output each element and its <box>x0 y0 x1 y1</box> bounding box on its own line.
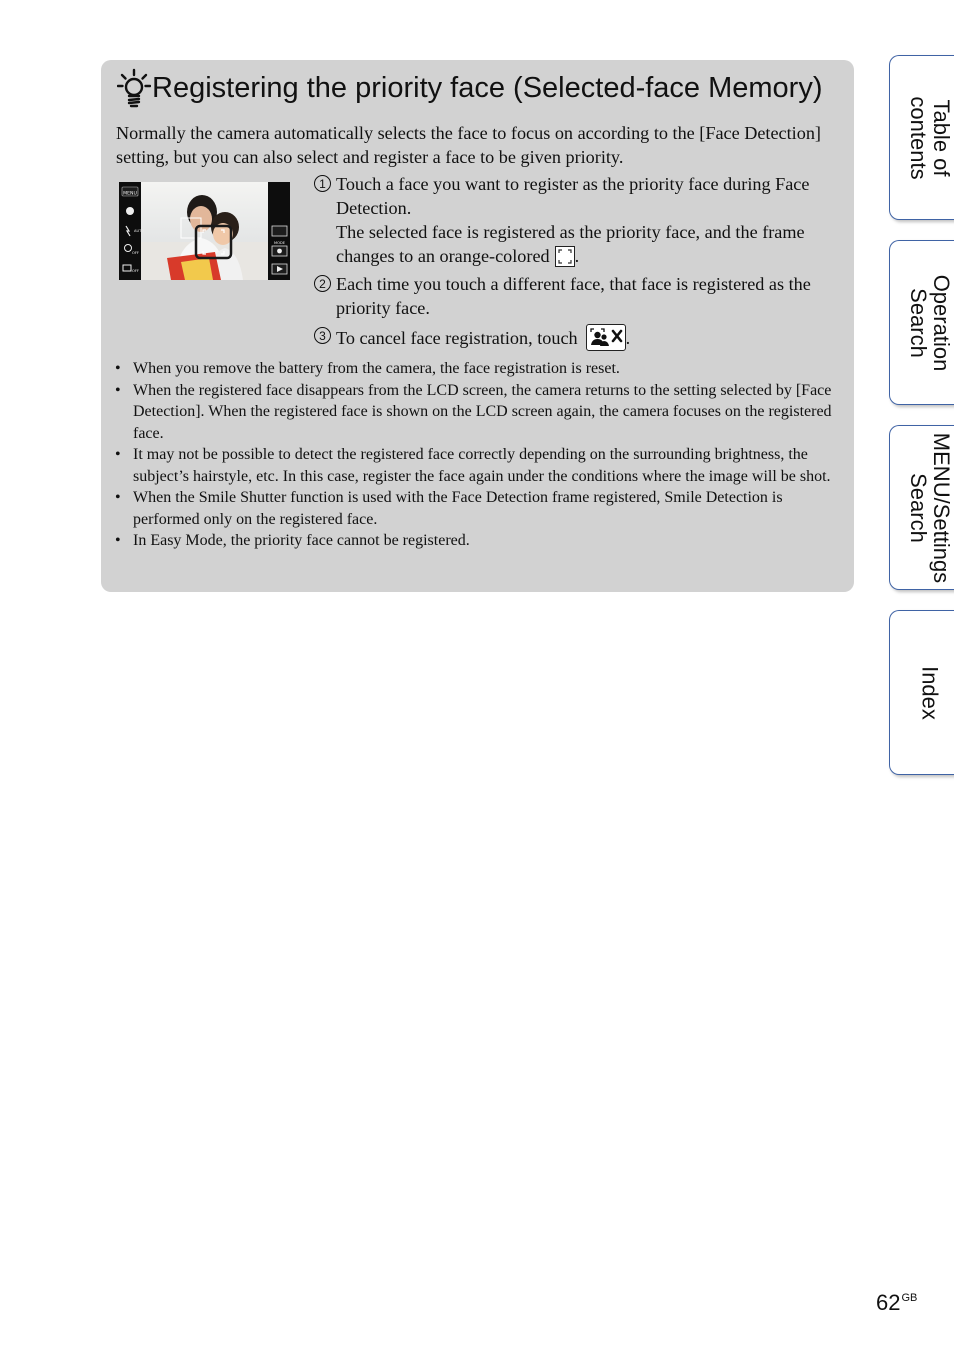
step-3-period: . <box>625 328 631 348</box>
tab-index[interactable] <box>889 610 954 775</box>
mode-label: MODE <box>274 241 285 245</box>
step-number: 2 <box>314 275 331 292</box>
cancel-face-registration-icon <box>586 324 626 351</box>
tab-label-text: MENU/Settings Search <box>905 432 954 583</box>
notes-list <box>115 358 837 552</box>
camera-lcd-screenshot <box>119 182 290 280</box>
step-1 <box>314 172 834 268</box>
step-2-text: Each time you touch a different face, that face is registered as the priority face. <box>336 274 811 318</box>
self-timer-off-label: OFF <box>132 251 139 255</box>
tab-label <box>907 274 953 371</box>
step-3 <box>314 324 834 351</box>
step-2 <box>314 272 834 320</box>
step-3-text: To cancel face registration, touch <box>336 328 578 348</box>
tab-label-text: Table of contents <box>905 95 954 180</box>
steps-list <box>314 172 834 351</box>
camera-scene-image <box>119 182 290 280</box>
note-item: • When the registered face disappears from the LCD screen, the camera returns to the setting selected by [Face Detection]. When the registered face is shown on the LCD screen again, the camera focuses on the registered face. <box>115 380 837 445</box>
page-number-value: 62 <box>876 1290 901 1315</box>
tip-title-text: Registering the priority face (Selected-face Memory) <box>152 71 823 104</box>
lightbulb-icon <box>117 68 151 108</box>
tab-label <box>907 432 953 582</box>
page-number <box>876 1290 917 1316</box>
tab-operation-search[interactable] <box>889 240 954 405</box>
step-1-text: Touch a face you want to register as the priority face during Face Detection. <box>336 174 810 218</box>
page-number-suffix: GB <box>901 1292 918 1304</box>
note-item: • It may not be possible to detect the registered face correctly depending on the surrounding brightness, the subject’s hairstyle, etc. In this case, register the face again under the conditions where the image will be shot. <box>115 444 837 487</box>
tab-label-text: Operation Search <box>905 274 954 371</box>
note-item: • When you remove the battery from the camera, the face registration is reset. <box>115 358 837 380</box>
step-number: 1 <box>314 175 331 192</box>
menu-button-label: MENU <box>123 191 137 197</box>
tab-menu-settings-search[interactable] <box>889 425 954 590</box>
step-1-period: . <box>574 246 580 266</box>
tab-label <box>907 96 953 179</box>
flash-auto-label: AUTO <box>134 229 145 233</box>
tip-title <box>117 66 822 110</box>
tip-box <box>101 60 854 592</box>
intro-paragraph: Normally the camera automatically selects the face to focus on according to the [Face Detection] setting, but you can also select and register a face to be given priority. <box>116 123 821 167</box>
note-item: • When the Smile Shutter function is used with the Face Detection frame registered, Smile Detection is performed only on the registered face. <box>115 487 837 530</box>
step-number: 3 <box>314 327 331 344</box>
orange-frame-icon <box>555 246 575 267</box>
tab-label-text: Index <box>917 665 942 720</box>
burst-off-label: OFF <box>132 269 139 273</box>
tab-table-of-contents[interactable] <box>889 55 954 220</box>
note-item: • In Easy Mode, the priority face cannot be registered. <box>115 530 837 552</box>
step-1-detail <box>336 220 834 268</box>
tab-label <box>918 666 941 720</box>
step-1-detail-text: The selected face is registered as the priority face, and the frame changes to an orange-colored <box>336 222 805 266</box>
